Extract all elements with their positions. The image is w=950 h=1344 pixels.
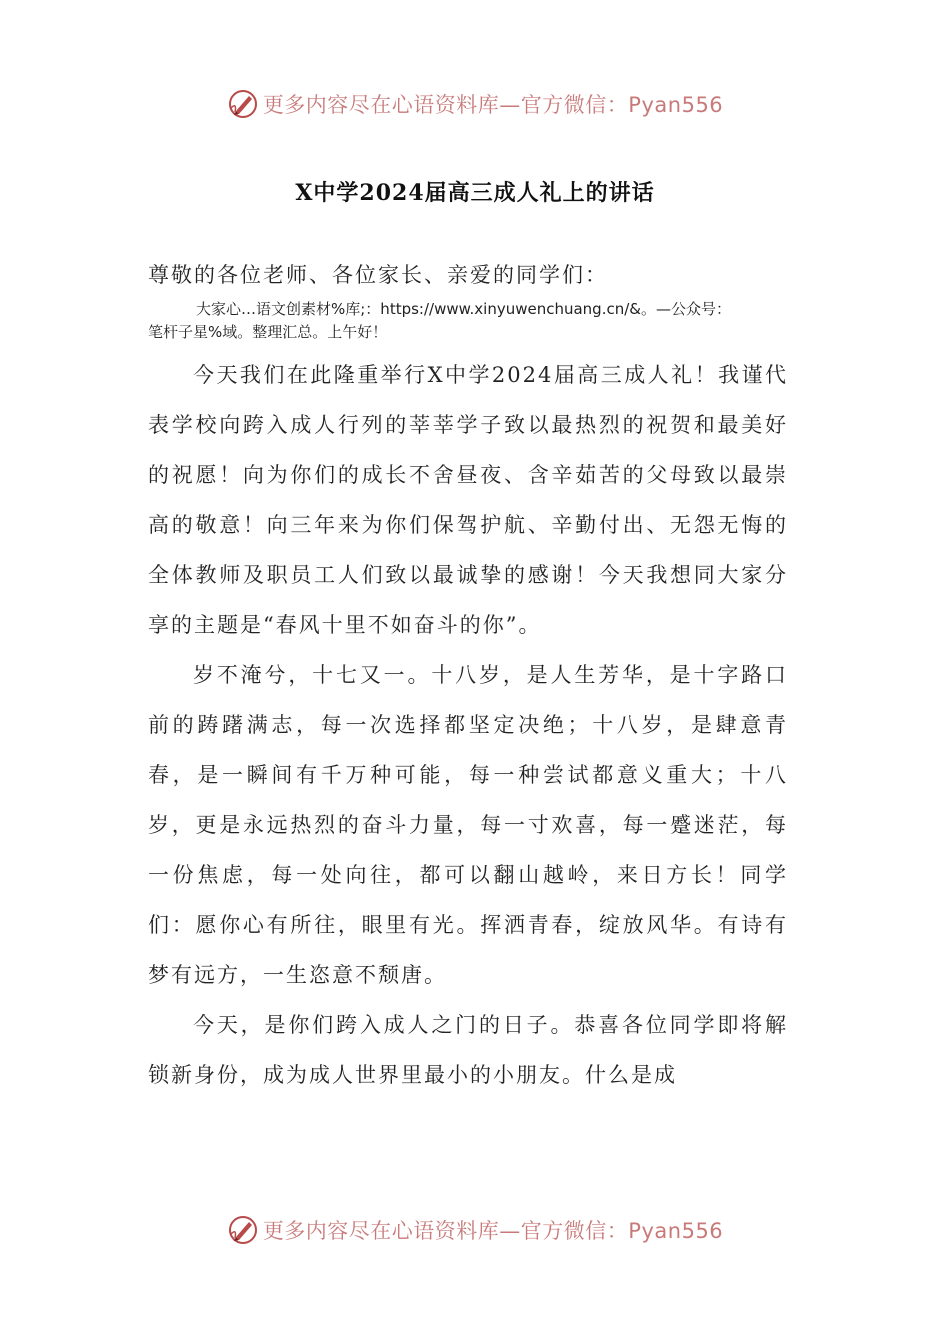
salutation: 尊敬的各位老师、各位家长、亲爱的同学们： bbox=[148, 263, 608, 287]
paragraph-1: 今天我们在此隆重举行X中学2024届高三成人礼！我谨代表学校向跨入成人行列的莘莘学子致以最热烈的祝贺和最美好的祝愿！向为你们的成长不舍昼夜、含辛茹苦的父母致以最崇高的敬意！向三年来为你们保驾护航、辛勤付出、无怨无悔的全体教师及职员工人们致以最诚挚的感谢！今天我想同大家分享的主题是“春风十里不如奋斗的你”。 bbox=[148, 363, 788, 637]
source-note-line2: 笔杆子星%域。整理汇总。上午好！ bbox=[148, 323, 388, 341]
footer-banner bbox=[0, 1210, 950, 1250]
pen-logo-icon bbox=[227, 88, 259, 120]
header-banner bbox=[0, 84, 950, 124]
document-title: X中学2024届高三成人礼上的讲话 bbox=[295, 180, 655, 206]
source-note-line1: 大家心…语文创素材%库;：https://www.xinyuwenchuang.cn/&。—公众号： bbox=[196, 300, 731, 318]
paragraph-3: 今天，是你们跨入成人之门的日子。恭喜各位同学即将解锁新身份，成为成人世界里最小的小朋友。什么是成 bbox=[148, 1013, 788, 1087]
banner-text: 更多内容尽在心语资料库—官方微信：Pyan556 bbox=[262, 1219, 724, 1243]
document-body bbox=[148, 250, 788, 1100]
banner-text: 更多内容尽在心语资料库—官方微信：Pyan556 bbox=[262, 93, 724, 117]
pen-logo-icon bbox=[227, 1214, 259, 1246]
paragraph-2: 岁不淹兮，十七又一。十八岁，是人生芳华，是十字路口前的踌躇满志，每一次选择都坚定决绝；十八岁，是肆意青春，是一瞬间有千万种可能，每一种尝试都意义重大；十八岁，更是永远热烈的奋斗力量，每一寸欢喜，每一蹙迷茫，每一份焦虑，每一处向往，都可以翻山越岭，来日方长！同学们：愿你心有所往，眼里有光。挥洒青春，绽放风华。有诗有梦有远方，一生恣意不颓唐。 bbox=[148, 663, 788, 987]
source-note bbox=[148, 298, 818, 344]
